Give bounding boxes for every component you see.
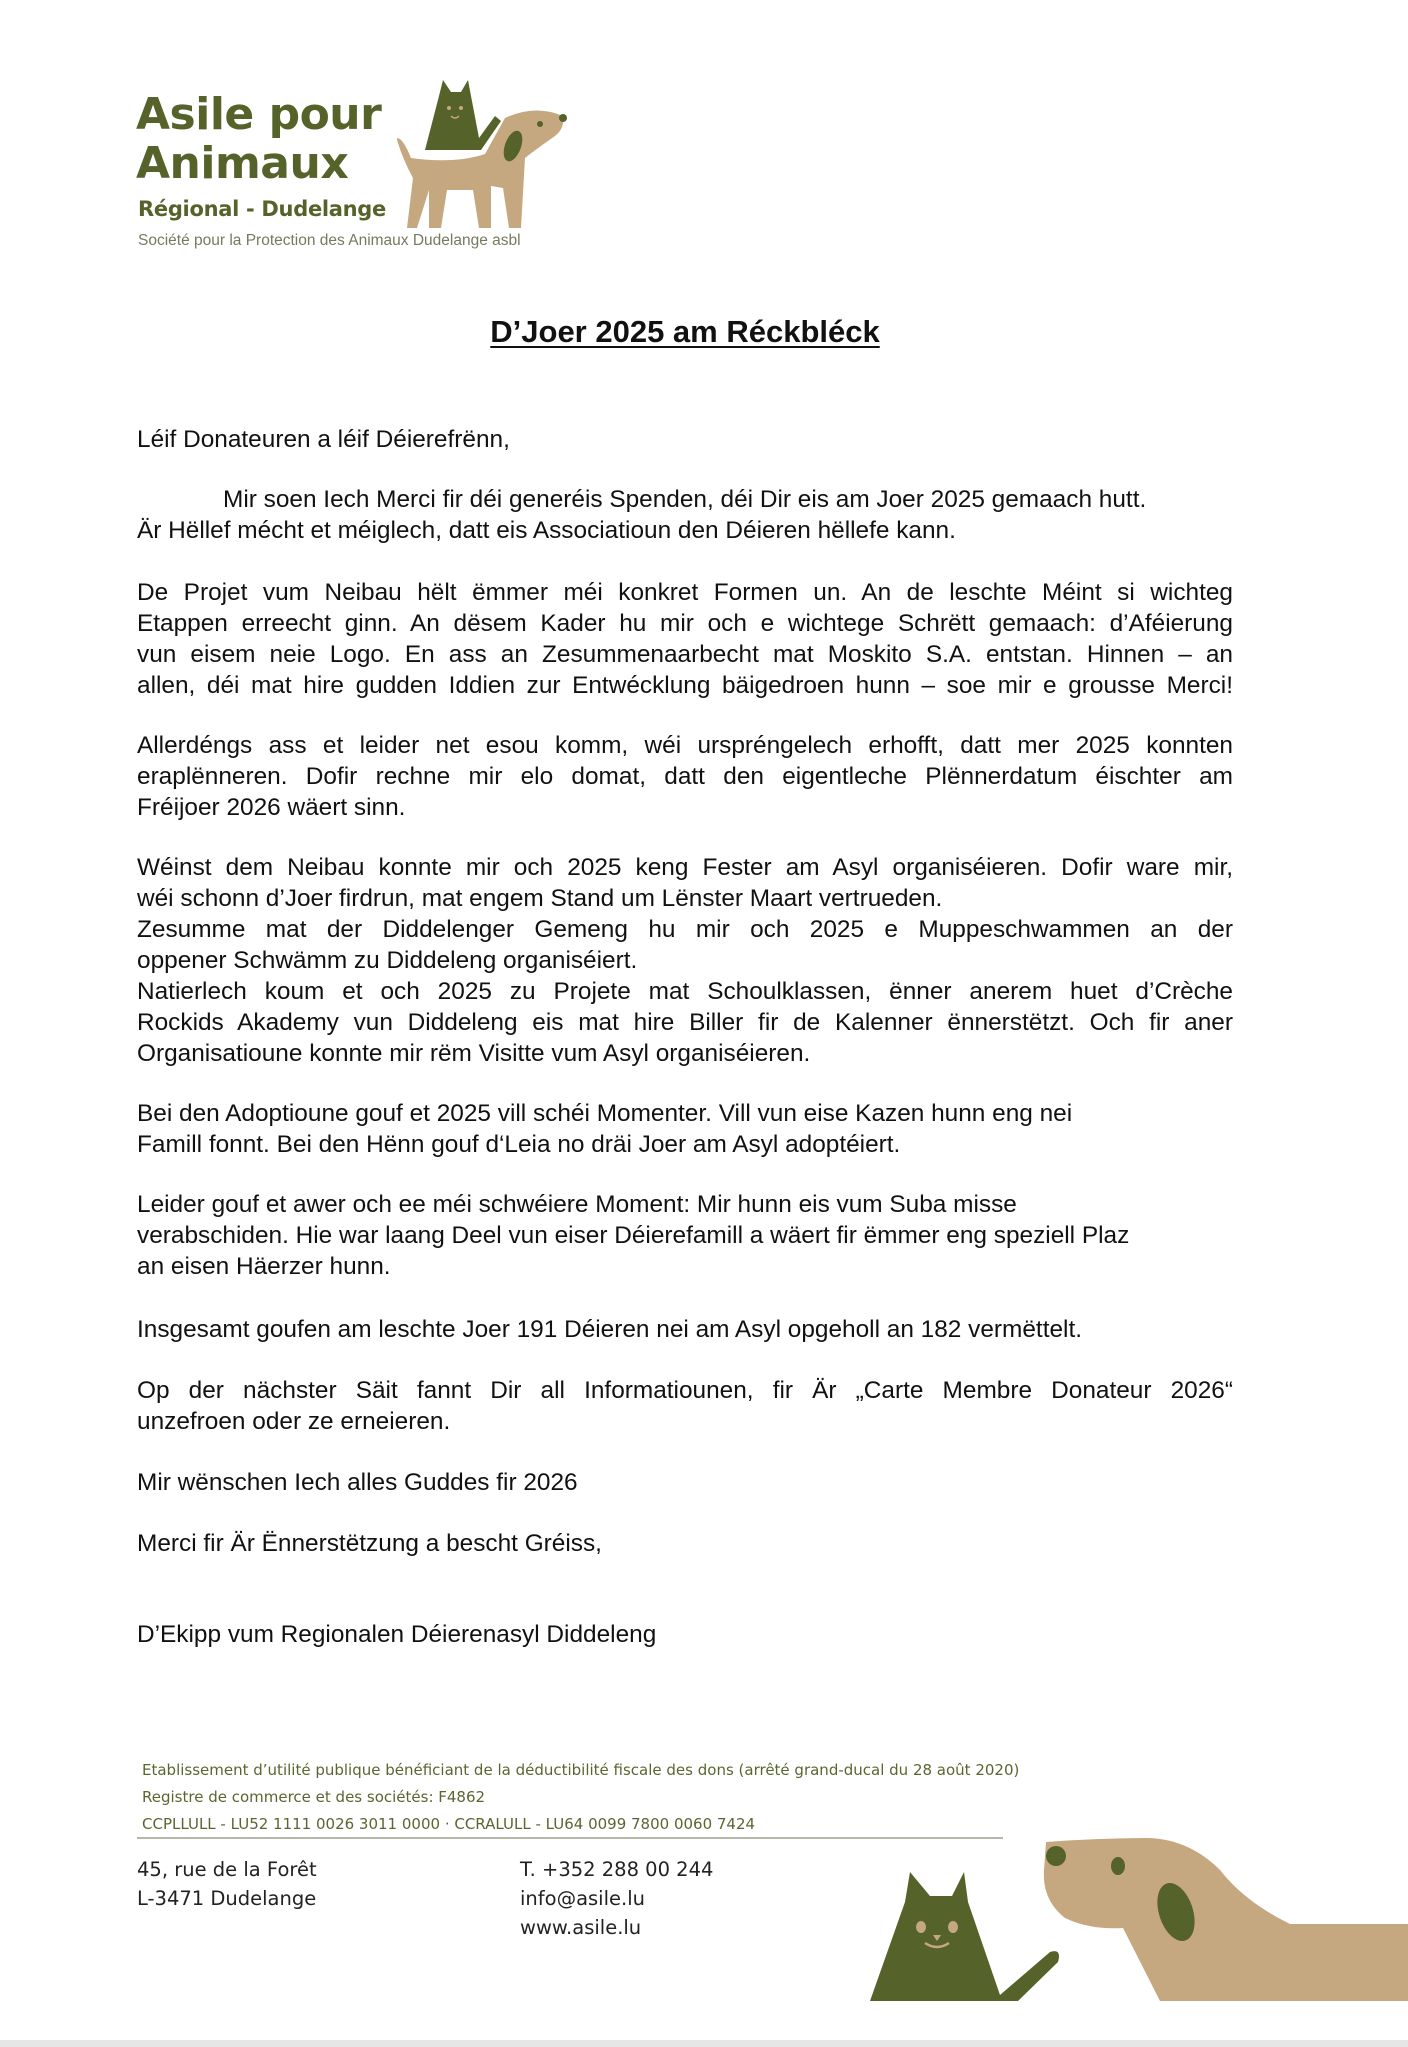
paragraph-closing: [137, 1528, 1233, 1559]
paragraph-new-building: [137, 577, 1233, 701]
logo-line-regional: Régional - Dudelange: [138, 197, 386, 221]
logo-tagline: Société pour la Protection des Animaux Dudelange asbl: [138, 232, 521, 249]
footer-cat-and-dog-icon: [860, 1830, 1408, 2010]
text-line: De Projet vum Neibau hëlt ëmmer méi konkret Formen un. An de leschte Méint si wichteg: [137, 579, 1233, 606]
text-line: Merci fir Är Ënnerstëtzung a bescht Gréiss,: [137, 1530, 602, 1557]
text-line: Mir soen Iech Merci fir déi generéis Spenden, déi Dir eis am Joer 2025 gemaach hutt.: [223, 486, 1147, 513]
text-line: allen, déi mat hire gudden Iddien zur Entwécklung bäigedroen hunn – soe mir e grousse Merci!: [137, 672, 1233, 699]
text-line: wéi schonn d’Joer firdrun, mat engem Stand um Lënster Maart vertrueden.: [137, 885, 943, 912]
text-line: Natierlech koum et och 2025 zu Projete mat Schoulklassen, ënner anerem huet d’Crèche: [137, 978, 1233, 1005]
text-line: Bei den Adoptioune gouf et 2025 vill schéi Momenter. Vill vun eise Kazen hunn eng nei: [137, 1100, 1073, 1127]
text-line: Etappen erreecht ginn. An dësem Kader hu mir och e wichtege Schrëtt gemaach: d’Aféierung: [137, 610, 1233, 637]
paragraph-events: [137, 852, 1233, 1069]
text-line: oppener Schwämm zu Diddeleng organiséiert.: [137, 947, 638, 974]
text-line: Wéinst dem Neibau konnte mir och 2025 keng Fester am Asyl organiséieren. Dofir ware mir,: [137, 854, 1233, 881]
footer-address: [137, 1855, 317, 1913]
text-line: vun eisem neie Logo. En ass an Zesummenaarbecht mat Moskito S.A. entstan. Hinnen – an: [137, 641, 1233, 668]
greeting: Léif Donateuren a léif Déierefrënn,: [137, 426, 510, 453]
text-line: Är Hëllef mécht et méiglech, datt eis Associatioun den Déieren hëllefe kann.: [137, 517, 956, 544]
text-line: an eisen Häerzer hunn.: [137, 1253, 391, 1280]
text-line: Organisatioune konnte mir rëm Visitte vum Asyl organiséieren.: [137, 1040, 811, 1067]
paragraph-adoptions: [137, 1098, 1233, 1160]
text-line: Famill fonnt. Bei den Hënn gouf d‘Leia no dräi Joer am Asyl adoptéiert.: [137, 1131, 901, 1158]
text-line: Op der nächster Säit fannt Dir all Informatiounen, fir Är „Carte Membre Donateur 2026“: [137, 1377, 1233, 1404]
footer-legal: [142, 1757, 1019, 1838]
contact-email[interactable]: info@asile.lu: [520, 1887, 645, 1910]
text-line: Fréijoer 2026 wäert sinn.: [137, 794, 406, 821]
paragraph-thanks: [137, 484, 1233, 546]
contact-website[interactable]: www.asile.lu: [520, 1916, 642, 1939]
signature: D’Ekipp vum Regionalen Déierenasyl Diddeleng: [137, 1621, 657, 1648]
footer-legal-line: Registre de commerce et des sociétés: F4862: [142, 1788, 486, 1806]
logo-line-asile-pour: Asile pour: [136, 89, 382, 140]
footer-legal-line: Etablissement d’utilité publique bénéficiant de la déductibilité fiscale des dons (arrêté grand-ducal du 28 août 2020): [142, 1761, 1020, 1779]
text-line: Insgesamt goufen am leschte Joer 191 Déieren nei am Asyl opgeholl an 182 vermëttelt.: [137, 1316, 1083, 1343]
paragraph-move-delay: [137, 730, 1233, 823]
text-line: eraplënneren. Dofir rechne mir elo domat, datt den eigentleche Plënnerdatum éischter am: [137, 763, 1233, 790]
document-title: D’Joer 2025 am Réckbléck: [490, 314, 880, 349]
paragraph-membership-card: [137, 1375, 1233, 1437]
logo-line-animaux: Animaux: [136, 138, 349, 189]
text-line: Rockids Akademy vun Diddeleng eis mat hire Biller fir de Kalenner ënnerstëtzt. Och fir aner: [137, 1009, 1233, 1036]
text-line: Mir wënschen Iech alles Guddes fir 2026: [137, 1469, 578, 1496]
footer-legal-line: CCPLLULL - LU52 1111 0026 3011 0000 · CCRALULL - LU64 0099 7800 0060 7424: [142, 1815, 756, 1833]
contact-phone: T. +352 288 00 244: [520, 1858, 714, 1881]
text-line: Leider gouf et awer och ee méi schwéiere Moment: Mir hunn eis vum Suba misse: [137, 1191, 1017, 1218]
page-bottom-edge: [0, 2040, 1408, 2047]
text-line: Zesumme mat der Diddelenger Gemeng hu mir och 2025 e Muppeschwammen an der: [137, 916, 1233, 943]
cat-and-dog-logo-icon: [395, 78, 570, 228]
address-city: L-3471 Dudelange: [137, 1887, 317, 1910]
text-line: verabschiden. Hie war laang Deel vun eiser Déierefamill a wäert fir ëmmer eng speziell Plaz: [137, 1222, 1130, 1249]
paragraph-wishes: [137, 1467, 1233, 1498]
address-street: 45, rue de la Forêt: [137, 1858, 317, 1881]
paragraph-farewell-suba: [137, 1189, 1233, 1282]
text-line: unzefroen oder ze erneieren.: [137, 1408, 451, 1435]
paragraph-statistics: [137, 1314, 1233, 1345]
text-line: Allerdéngs ass et leider net esou komm, wéi urspréngelech erhofft, datt mer 2025 konnten: [137, 732, 1233, 759]
footer-contact: [520, 1855, 713, 1942]
